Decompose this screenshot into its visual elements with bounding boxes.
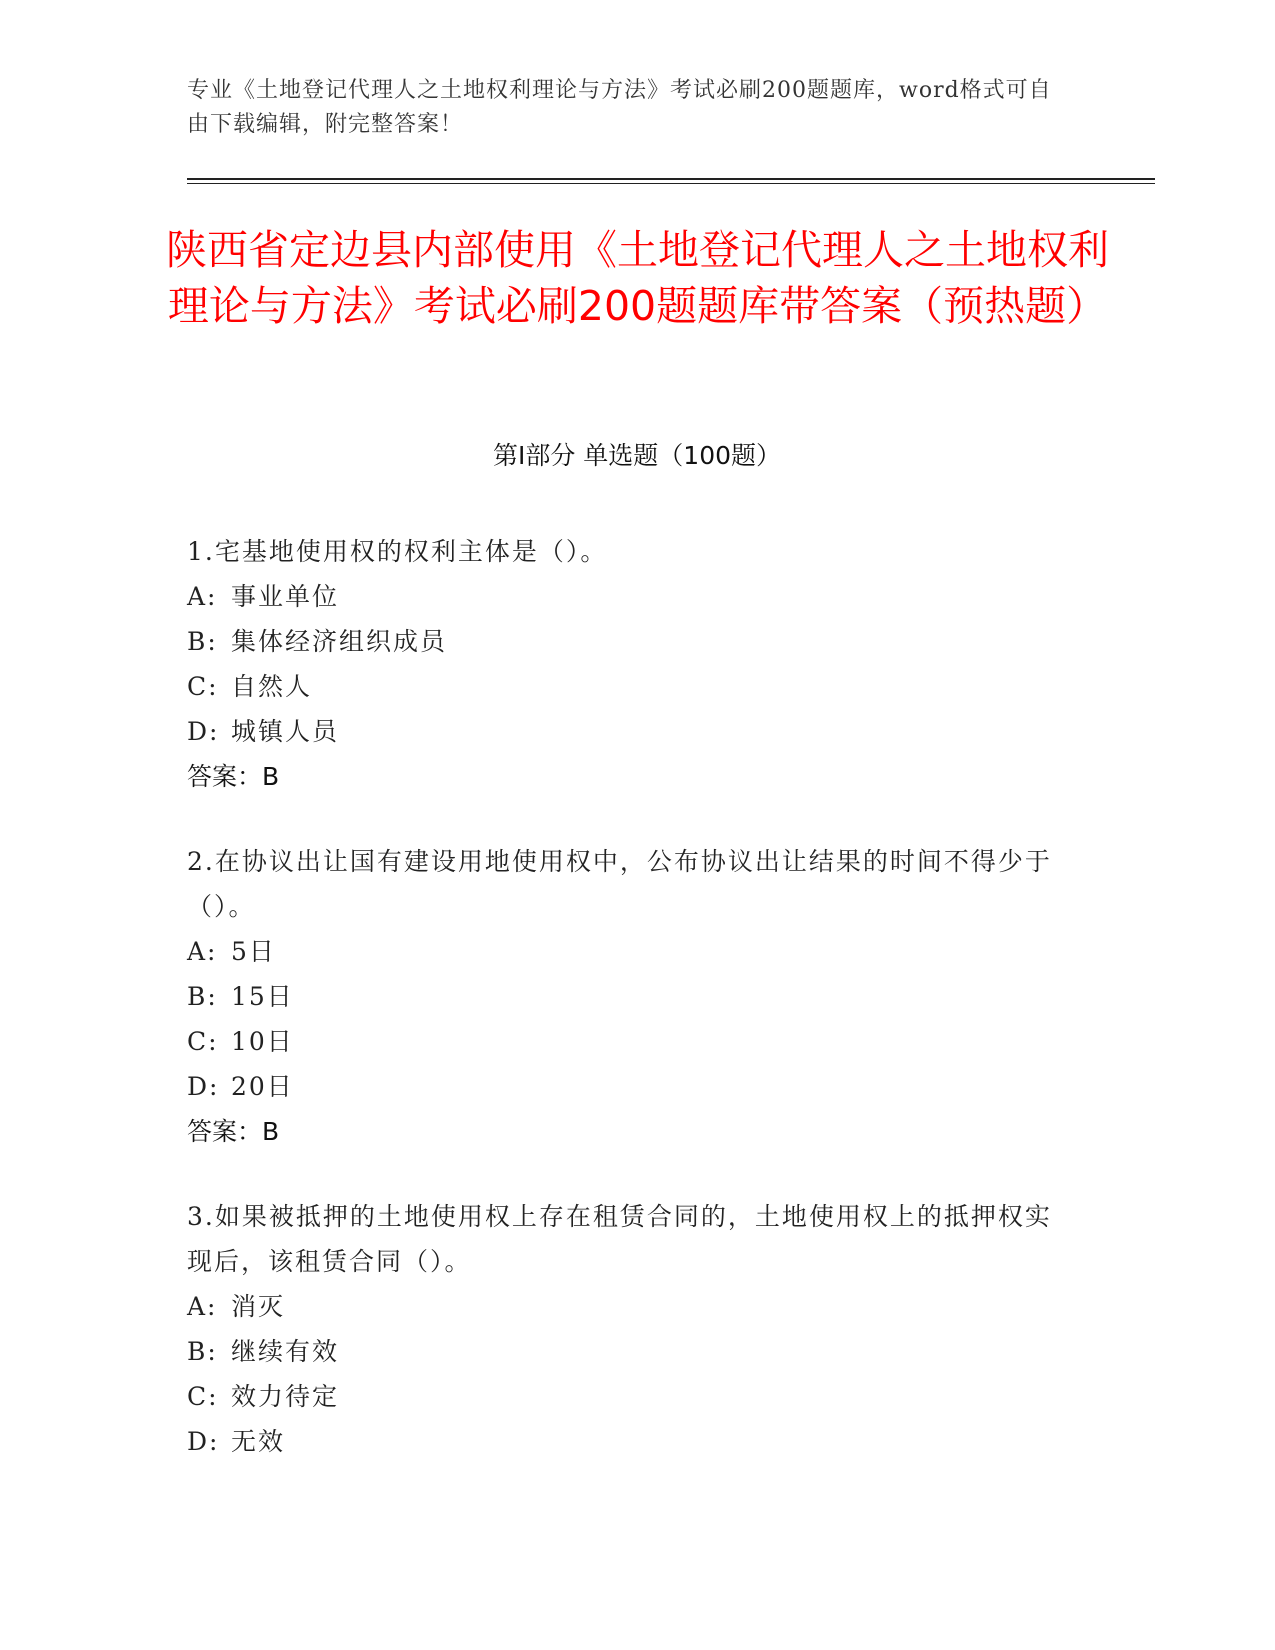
option-b bbox=[187, 619, 1067, 664]
question-stem: 3.如果被抵押的土地使用权上存在租赁合同的，土地使用权上的抵押权实现后，该租赁合同（）。 bbox=[187, 1202, 1052, 1276]
option-key: A: bbox=[187, 582, 218, 611]
option-d bbox=[187, 709, 1067, 754]
option-a bbox=[187, 574, 1067, 619]
question-item bbox=[187, 529, 1067, 799]
option-text: 集体经济组织成员 bbox=[231, 627, 448, 656]
option-text: 自然人 bbox=[231, 672, 313, 701]
option-text: 事业单位 bbox=[231, 582, 340, 611]
option-key: D: bbox=[187, 717, 220, 746]
question-list bbox=[187, 529, 1067, 1504]
option-key: D: bbox=[187, 1427, 220, 1456]
option-key: B: bbox=[187, 1337, 218, 1366]
option-b bbox=[187, 1329, 1067, 1374]
section-title: 第Ⅰ部分 单选题（100题） bbox=[492, 441, 782, 470]
option-c bbox=[187, 1019, 1067, 1064]
question-stem: 1.宅基地使用权的权利主体是（）。 bbox=[187, 537, 608, 566]
option-text: 20日 bbox=[231, 1072, 294, 1101]
document-title: 陕西省定边县内部使用《土地登记代理人之土地权利理论与方法》考试必刷200题题库带答案（预热题） bbox=[166, 226, 1109, 330]
question-item bbox=[187, 839, 1067, 1154]
option-text: 效力待定 bbox=[231, 1382, 340, 1411]
header-divider-thin bbox=[187, 183, 1155, 184]
option-d bbox=[187, 1064, 1067, 1109]
option-c bbox=[187, 1374, 1067, 1419]
answer-value: B bbox=[262, 762, 280, 791]
option-a bbox=[187, 929, 1067, 974]
option-key: C: bbox=[187, 1382, 219, 1411]
option-key: C: bbox=[187, 672, 219, 701]
answer-line bbox=[187, 754, 1067, 799]
answer-label: 答案： bbox=[187, 762, 263, 791]
option-key: D: bbox=[187, 1072, 220, 1101]
option-text: 5日 bbox=[231, 937, 276, 966]
option-b bbox=[187, 974, 1067, 1019]
header-note: 专业《土地登记代理人之土地权利理论与方法》考试必刷200题题库，word格式可自由下载编辑，附完整答案！ bbox=[187, 78, 1052, 137]
option-text: 消灭 bbox=[231, 1292, 286, 1321]
option-text: 15日 bbox=[231, 982, 294, 1011]
option-a bbox=[187, 1284, 1067, 1329]
option-key: C: bbox=[187, 1027, 219, 1056]
option-text: 无效 bbox=[231, 1427, 286, 1456]
answer-line bbox=[187, 1109, 1067, 1154]
option-text: 城镇人员 bbox=[231, 717, 340, 746]
question-stem: 2.在协议出让国有建设用地使用权中，公布协议出让结果的时间不得少于（）。 bbox=[187, 847, 1052, 921]
option-key: B: bbox=[187, 627, 218, 656]
option-c bbox=[187, 664, 1067, 709]
option-key: A: bbox=[187, 937, 218, 966]
option-text: 10日 bbox=[231, 1027, 294, 1056]
header-divider-thick bbox=[187, 178, 1155, 180]
answer-value: B bbox=[262, 1117, 280, 1146]
option-d bbox=[187, 1419, 1067, 1464]
option-text: 继续有效 bbox=[231, 1337, 340, 1366]
option-key: B: bbox=[187, 982, 218, 1011]
question-item bbox=[187, 1194, 1067, 1464]
option-key: A: bbox=[187, 1292, 218, 1321]
answer-label: 答案： bbox=[187, 1117, 263, 1146]
